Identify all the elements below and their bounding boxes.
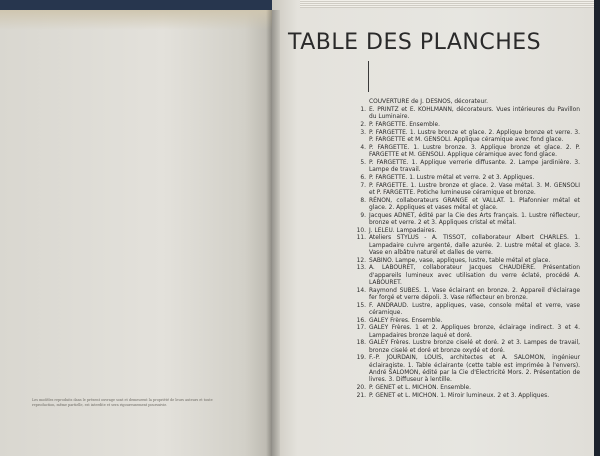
- plate-description: J. LELEU. Lampadaires.: [369, 227, 437, 234]
- plate-entry: [346, 175, 580, 182]
- plate-description: P. FARGETTE. 1. Lustre bronze et glace. 2. Applique bronze et verre. 3. P. FARGETTE et M. GENSOLI. Applique céramique avec fond glace.: [369, 129, 580, 143]
- plate-entry: [346, 130, 580, 144]
- plate-entry: [346, 160, 580, 174]
- page-title: TABLE DES PLANCHES: [288, 30, 542, 55]
- plate-description: P. FARGETTE. 1. Lustre métal et verre. 2 et 3. Appliques.: [369, 174, 535, 181]
- plate-number: 3.: [360, 129, 366, 136]
- plate-description: F.-P. JOURDAIN, LOUIS, architectes et A. SALOMON, ingénieur éclairagiste. 1. Table éclairante (cette table est imprimée à l'envers). André SALOMON, édité par la Cie d'Electricité Mors. 2. Présentation de livres. 3. Diffuseur à lentille.: [369, 355, 580, 383]
- plate-number: 7.: [360, 182, 366, 189]
- plate-description: P. GENET et L. MICHON. Ensemble.: [369, 384, 472, 391]
- plate-number: 5.: [360, 159, 366, 166]
- plate-number: 9.: [360, 212, 366, 219]
- plate-description: A. LABOURET, collaborateur Jacques CHAUDIÈRE. Présentation d'appareils lumineux avec utilisation du verre éclaté, procédé A. LABOURET.: [369, 265, 580, 286]
- plate-entry: [346, 235, 580, 256]
- plate-number: 18.: [356, 340, 366, 347]
- plate-description: P. FARGETTE. 1. Applique verrerie diffusante. 2. Lampe jardinière. 3. Lampe de travail.: [369, 159, 580, 173]
- plate-description: GALEY Frères. 1 et 2. Appliques bronze, éclairage indirect. 3 et 4. Lampadaires bronze laqué et doré.: [369, 325, 580, 339]
- plate-description: E. PRINTZ et E. KOHLMANN, décorateurs. Vues intérieures du Pavillon du Luminaire.: [369, 106, 580, 120]
- plate-description: Jacques ADNET, édité par la Cie des Arts français. 1. Lustre réflecteur, bronze et verre. 2 et 3. Appliques cristal et métal.: [369, 212, 580, 226]
- plate-entry: [346, 145, 580, 159]
- plate-entry: [346, 228, 580, 235]
- plate-description: P. GENET et L. MICHON. 1. Miroir lumineux. 2 et 3. Appliques.: [369, 392, 550, 399]
- plate-number: 16.: [356, 317, 366, 324]
- plate-number: 11.: [356, 235, 366, 242]
- plate-number: 20.: [356, 384, 366, 391]
- plate-number: 8.: [360, 197, 366, 204]
- plate-number: 4.: [360, 144, 366, 151]
- plate-entry: [346, 258, 580, 265]
- left-page: [0, 10, 272, 456]
- plate-entry: [346, 325, 580, 339]
- title-rule: [368, 61, 369, 92]
- plate-entry: [346, 213, 580, 227]
- plate-number: 12.: [356, 257, 366, 264]
- plate-entry: [346, 122, 580, 129]
- plate-number: 13.: [356, 265, 366, 272]
- plate-description: COUVERTURE de J. DESNOS, décorateur.: [369, 99, 488, 105]
- plate-entry: [346, 393, 580, 400]
- plate-entry: [346, 288, 580, 302]
- plate-entry: [346, 385, 580, 392]
- plate-description: P. FARGETTE. Ensemble.: [369, 121, 440, 128]
- plate-number: 14.: [356, 287, 366, 294]
- plate-description: RÉNON, collaborateurs GRANGE et VALLAT. 1. Plafonnier métal et glace. 2. Appliques et vases métal et glace.: [369, 197, 580, 211]
- copyright-note: Les modèles reproduits dans le présent ouvrage sont et demeurent la propriété de leurs auteurs et toute reproduction, même partielle, est interdite et sera rigoureusement poursuivie.: [32, 398, 213, 407]
- plate-description: Ateliers STYLUS - A. TISSOT, collaborateur Albert CHARLES. 1. Lampadaire cuivre argenté, dalle azurée. 2. Lustre métal et glace. 3. Vase en albâtre naturel et dalles de verre.: [369, 235, 580, 256]
- plate-entry: [346, 318, 580, 325]
- plate-description: GALEY Frères. Ensemble.: [369, 317, 443, 324]
- plate-number: 10.: [356, 227, 366, 234]
- plate-entry: [346, 99, 580, 106]
- plate-description: Raymond SUBES. 1. Vase éclairant en bronze. 2. Appareil d'éclairage fer forgé et verre dépoli. 3. Vase réflecteur en bronze.: [369, 287, 580, 301]
- plate-number: 6.: [360, 174, 366, 181]
- plate-entry: [346, 107, 580, 121]
- plate-number: 2.: [360, 121, 366, 128]
- plate-description: P. FARGETTE. 1. Lustre bronze et glace. 2. Vase métal. 3. M. GENSOLI et P. FARGETTE. Potiche lumineuse céramique et bronze.: [369, 182, 580, 196]
- book-gutter: [266, 10, 280, 456]
- plate-number: 17.: [356, 325, 366, 332]
- plate-entry: [346, 183, 580, 197]
- table-of-plates: [346, 99, 580, 400]
- plate-entry: [346, 198, 580, 212]
- plate-entry: [346, 303, 580, 317]
- plate-entry: [346, 340, 580, 354]
- plate-description: F. ANDRAUD. Lustre, appliques, vase, console métal et verre, vase céramique.: [369, 302, 580, 316]
- plate-number: 15.: [356, 302, 366, 309]
- plate-description: SABINO. Lampe, vase, appliques, lustre, table métal et glace.: [369, 257, 551, 264]
- page-stain: [0, 10, 272, 30]
- plate-entry: [346, 355, 580, 384]
- plate-description: P. FARGETTE. 1. Lustre bronze. 3. Applique bronze et glace. 2. P. FARGETTE et M. GENSOLI. Applique céramique avec fond glace.: [369, 144, 580, 158]
- plate-number: 1.: [360, 106, 366, 113]
- plate-number: 21.: [356, 392, 366, 399]
- plate-entry: [346, 265, 580, 286]
- plate-description: GALEY Frères. Lustre bronze ciselé et doré. 2 et 3. Lampes de travail, bronze ciselé et doré et bronze oxydé et doré.: [369, 340, 580, 354]
- page-stack-edges: [300, 0, 594, 8]
- plate-number: 19.: [356, 355, 366, 362]
